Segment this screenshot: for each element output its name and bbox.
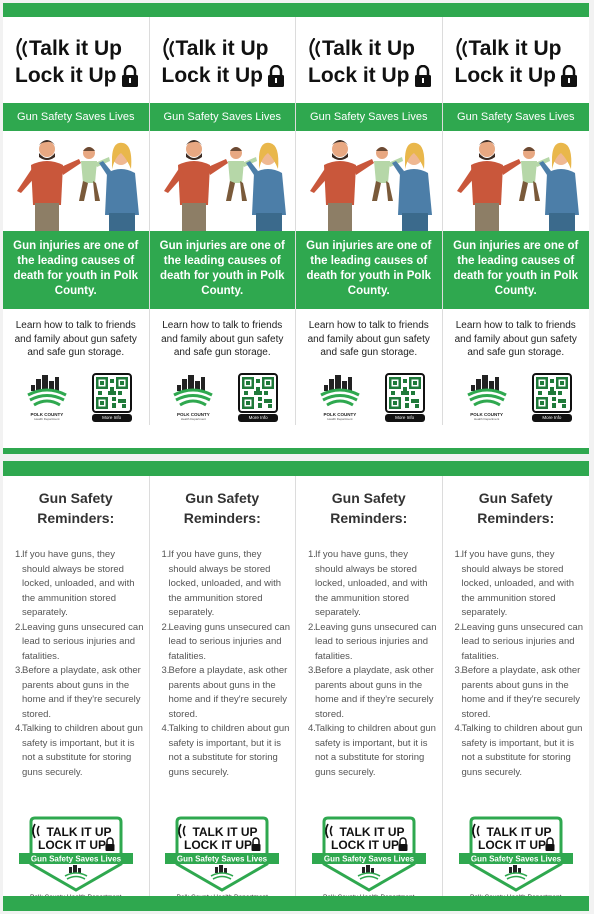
- front-top-bar: [3, 3, 589, 17]
- back-panel: [150, 476, 297, 896]
- title-lock: Lock it Up: [161, 64, 264, 87]
- logo-name: POLK COUNTY: [30, 412, 64, 417]
- badge-logo: [163, 816, 281, 892]
- title-lock: Lock it Up: [454, 64, 557, 87]
- badge-logo: [17, 816, 135, 892]
- reminder-item: 2. Leaving guns unsecured can lead to serious injuries and fatalities.: [308, 621, 437, 662]
- sound-waves-icon: [308, 38, 322, 60]
- front-columns: [3, 17, 589, 425]
- badge-line-1: TALK IT UP: [46, 825, 112, 839]
- learn-text: Learn how to talk to friends and family about gun safety and safe gun storage.: [307, 320, 430, 358]
- qr-frame: [92, 373, 132, 413]
- polk-county-logo-icon: [466, 373, 508, 407]
- reminder-item: 4. Talking to children about gun safety is important, but it is not a substitute for storing guns securely.: [15, 723, 143, 778]
- title-block: [443, 17, 590, 103]
- polk-county-logo-icon: [26, 373, 68, 407]
- title-block: [150, 17, 296, 103]
- title-line-2: [455, 62, 590, 89]
- logo-sub: Health Department: [474, 417, 500, 421]
- reminders-list: [296, 548, 442, 816]
- reminder-item: 1. If you have guns, they should always be stored locked, unloaded, and with the ammunition stored separately.: [454, 549, 574, 618]
- polk-county-logo-icon: [172, 373, 214, 407]
- padlock-icon: [120, 65, 140, 87]
- reminder-item: 3. Before a playdate, ask other parents about guns in the home and if they're securely stored.: [15, 665, 141, 720]
- title-talk: Talk it Up: [175, 37, 269, 60]
- tagline-band: Gun Safety Saves Lives: [296, 103, 442, 131]
- stat-band: Gun injuries are one of the leading causes of death for youth in Polk County.: [296, 231, 442, 309]
- bottom-row: [443, 367, 590, 425]
- family-illustration: [3, 131, 149, 231]
- padlock-icon: [266, 65, 286, 87]
- reminder-item: 1. If you have guns, they should always be stored locked, unloaded, and with the ammunition stored separately.: [308, 549, 428, 618]
- badge-line-2: LOCK IT UP: [184, 838, 253, 852]
- family-illustration: [443, 131, 590, 231]
- polk-county-logo: [24, 373, 70, 421]
- title-line-1: [308, 35, 442, 62]
- reminders-title: [150, 476, 296, 548]
- reminder-item: 3. Before a playdate, ask other parents about guns in the home and if they're securely stored.: [454, 665, 581, 720]
- title-block: [3, 17, 149, 103]
- learn-text: Learn how to talk to friends and family about gun safety and safe gun storage.: [161, 320, 284, 358]
- badge-line-1: TALK IT UP: [486, 825, 552, 839]
- polk-county-logo: [464, 373, 510, 421]
- title-talk: Talk it Up: [29, 37, 122, 60]
- front-panel: [296, 17, 443, 425]
- bottom-row: [150, 367, 296, 425]
- reminder-item: 1. If you have guns, they should always be stored locked, unloaded, and with the ammunition stored separately.: [161, 549, 281, 618]
- title-line-1: [162, 35, 296, 62]
- logo-name: POLK COUNTY: [470, 412, 503, 417]
- polk-county-logo: [170, 373, 216, 421]
- qr-frame: [532, 373, 572, 413]
- reminder-item: 4. Talking to children about gun safety is important, but it is not a substitute for storing guns securely.: [454, 723, 583, 778]
- reminders-title: [3, 476, 149, 548]
- title-block: [296, 17, 442, 103]
- badge-line-2: LOCK IT UP: [330, 838, 399, 852]
- badge-logo: [457, 816, 575, 892]
- learn-text: Learn how to talk to friends and family about gun safety and safe gun storage.: [14, 320, 137, 358]
- badge-line-1: TALK IT UP: [192, 825, 258, 839]
- reminder-item: 3. Before a playdate, ask other parents about guns in the home and if they're securely stored.: [308, 665, 434, 720]
- front-panel: [443, 17, 590, 425]
- back-panel: [443, 476, 590, 896]
- title-talk: Talk it Up: [322, 37, 415, 60]
- qr-code[interactable]: [238, 373, 278, 422]
- badge-ribbon: Gun Safety Saves Lives: [30, 854, 121, 864]
- back-sheet: [3, 461, 589, 911]
- reminders-list: [443, 548, 590, 816]
- badge-ribbon: Gun Safety Saves Lives: [323, 854, 414, 864]
- reminder-item: 3. Before a playdate, ask other parents about guns in the home and if they're securely stored.: [161, 665, 288, 720]
- more-info-label: More Info: [102, 415, 122, 420]
- sound-waves-icon: [15, 38, 29, 60]
- badge-line-1: TALK IT UP: [339, 825, 405, 839]
- title-line-1: [455, 35, 590, 62]
- qr-code-icon: [536, 377, 568, 409]
- more-info-button[interactable]: [532, 414, 572, 422]
- stat-band: Gun injuries are one of the leading causes of death for youth in Polk County.: [3, 231, 149, 309]
- title-talk: Talk it Up: [468, 37, 562, 60]
- badge-ribbon: Gun Safety Saves Lives: [470, 854, 561, 864]
- front-bottom-bar: [3, 448, 589, 454]
- stat-band: Gun injuries are one of the leading causes of death for youth in Polk County.: [150, 231, 296, 309]
- reminders-title: [443, 476, 590, 548]
- front-panel: [3, 17, 150, 425]
- back-bottom-bar: [3, 896, 589, 911]
- front-sheet: [3, 3, 589, 454]
- reminder-item: 4. Talking to children about gun safety is important, but it is not a substitute for storing guns securely.: [308, 723, 436, 778]
- back-panel: [3, 476, 150, 896]
- title-line-1: [15, 35, 149, 62]
- badge-line-2: LOCK IT UP: [477, 838, 546, 852]
- tagline-band: Gun Safety Saves Lives: [443, 103, 590, 131]
- polk-county-logo: [317, 373, 363, 421]
- learn-text: Learn how to talk to friends and family about gun safety and safe gun storage.: [454, 320, 577, 358]
- title-lock: Lock it Up: [15, 64, 117, 87]
- padlock-icon: [559, 65, 579, 87]
- badge-line-2: LOCK IT UP: [37, 838, 106, 852]
- qr-frame: [385, 373, 425, 413]
- reminder-item: 2. Leaving guns unsecured can lead to serious injuries and fatalities.: [161, 621, 290, 662]
- reminders-title-text: Gun Safety Reminders:: [37, 490, 115, 526]
- reminders-title-text: Gun Safety Reminders:: [477, 490, 555, 526]
- qr-code[interactable]: [532, 373, 572, 422]
- title-line-2: [308, 62, 442, 89]
- logo-name: POLK COUNTY: [176, 412, 210, 417]
- qr-code[interactable]: [385, 373, 425, 422]
- title-line-2: [15, 62, 149, 89]
- sound-waves-icon: [162, 38, 176, 60]
- sound-waves-icon: [455, 38, 469, 60]
- back-panel: [296, 476, 443, 896]
- title-line-2: [162, 62, 296, 89]
- back-columns: [3, 476, 589, 896]
- polk-county-logo-icon: [319, 373, 361, 407]
- reminder-item: 2. Leaving guns unsecured can lead to serious injuries and fatalities.: [15, 621, 144, 662]
- reminder-item: 1. If you have guns, they should always be stored locked, unloaded, and with the ammunition stored separately.: [15, 549, 135, 618]
- reminders-list: [150, 548, 296, 816]
- family-illustration: [150, 131, 296, 231]
- tagline-band: Gun Safety Saves Lives: [3, 103, 149, 131]
- family-illustration: [296, 131, 442, 231]
- qr-code-icon: [389, 377, 421, 409]
- stat-band: Gun injuries are one of the leading causes of death for youth in Polk County.: [443, 231, 590, 309]
- more-info-label: More Info: [542, 415, 562, 420]
- reminders-title-text: Gun Safety Reminders:: [183, 490, 261, 526]
- reminders-title-text: Gun Safety Reminders:: [330, 490, 408, 526]
- more-info-button[interactable]: [92, 414, 132, 422]
- padlock-icon: [413, 65, 433, 87]
- logo-sub: Health Department: [180, 417, 206, 421]
- logo-sub: Health Department: [34, 417, 60, 421]
- reminder-item: 2. Leaving guns unsecured can lead to serious injuries and fatalities.: [454, 621, 583, 662]
- qr-code[interactable]: [92, 373, 132, 422]
- bottom-row: [3, 367, 149, 425]
- reminder-item: 4. Talking to children about gun safety is important, but it is not a substitute for storing guns securely.: [161, 723, 290, 778]
- more-info-button[interactable]: [385, 414, 425, 422]
- back-top-bar: [3, 461, 589, 476]
- bottom-row: [296, 367, 442, 425]
- badge-logo: [310, 816, 428, 892]
- reminders-title: [296, 476, 442, 548]
- more-info-button[interactable]: [238, 414, 278, 422]
- front-panel: [150, 17, 297, 425]
- tagline-band: Gun Safety Saves Lives: [150, 103, 296, 131]
- more-info-label: More Info: [248, 415, 268, 420]
- title-lock: Lock it Up: [308, 64, 410, 87]
- logo-sub: Health Department: [327, 417, 353, 421]
- qr-code-icon: [96, 377, 128, 409]
- qr-code-icon: [242, 377, 274, 409]
- logo-name: POLK COUNTY: [323, 412, 357, 417]
- more-info-label: More Info: [395, 415, 415, 420]
- badge-ribbon: Gun Safety Saves Lives: [177, 854, 268, 864]
- reminders-list: [3, 548, 149, 816]
- qr-frame: [238, 373, 278, 413]
